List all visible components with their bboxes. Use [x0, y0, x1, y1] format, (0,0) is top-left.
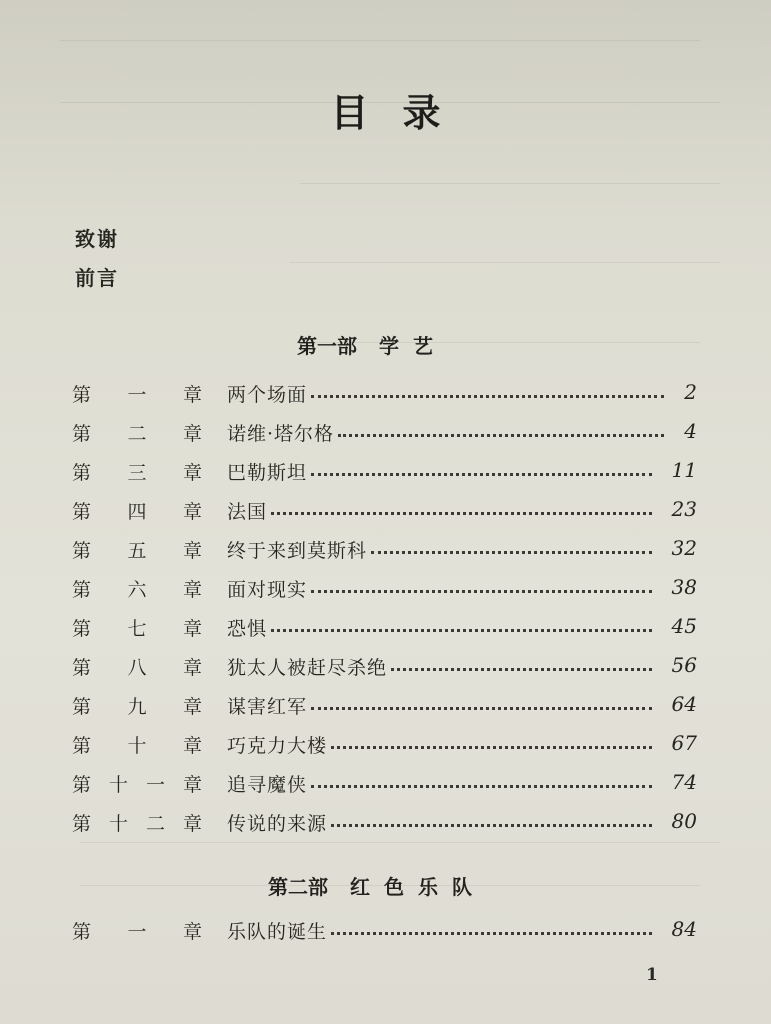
chapter-number-char: 章 — [182, 774, 202, 796]
chapter-number-char: 章 — [182, 384, 202, 406]
dot-leader — [331, 932, 652, 935]
chapter-number-char: 六 — [127, 579, 147, 601]
chapter-page-number: 84 — [671, 917, 697, 941]
chapter-page-number: 56 — [671, 653, 697, 677]
dot-leader — [371, 551, 652, 554]
toc-entry[interactable] — [72, 380, 697, 414]
chapter-number-char: 章 — [182, 462, 202, 484]
dot-leader — [331, 746, 652, 749]
chapter-page-number: 32 — [671, 536, 697, 560]
chapter-number-char: 第 — [72, 657, 92, 679]
page-title: 目录 — [330, 90, 475, 135]
chapter-number-char: 第 — [72, 618, 92, 640]
chapter-number-char: 第 — [72, 501, 92, 523]
chapter-title: 乐队的诞生 — [227, 921, 328, 943]
part-number: 第一部 — [297, 334, 357, 358]
chapter-number-char: 五 — [127, 540, 147, 562]
chapter-title: 面对现实 — [227, 579, 308, 601]
front-matter-item[interactable]: 前言 — [75, 266, 119, 290]
chapter-page-number: 2 — [684, 380, 697, 404]
chapter-number-char: 二 — [145, 813, 165, 835]
chapter-number — [72, 419, 202, 446]
dot-leader — [311, 395, 664, 398]
toc-entry[interactable] — [72, 770, 697, 804]
chapter-number-char: 四 — [127, 501, 147, 523]
part-heading — [297, 330, 447, 359]
chapter-number-char: 十 — [108, 774, 128, 796]
chapter-title: 两个场面 — [227, 384, 308, 406]
part-name: 学艺 — [379, 334, 447, 358]
dot-leader — [331, 824, 652, 827]
dot-leader — [311, 590, 652, 593]
dot-leader — [391, 668, 652, 671]
chapter-number-char: 章 — [182, 618, 202, 640]
chapter-number-char: 一 — [127, 384, 147, 406]
chapter-number-char: 九 — [127, 696, 147, 718]
chapter-number — [72, 917, 202, 944]
dot-leader — [271, 629, 652, 632]
chapter-page-number: 74 — [671, 770, 697, 794]
chapter-page-number: 80 — [671, 809, 697, 833]
toc-entry[interactable] — [72, 731, 697, 765]
chapter-page-number: 64 — [671, 692, 697, 716]
dot-leader — [311, 707, 652, 710]
front-matter-item[interactable]: 致谢 — [75, 227, 119, 251]
chapter-page-number: 4 — [684, 419, 697, 443]
chapter-title: 巧克力大楼 — [227, 735, 328, 757]
chapter-number-char: 章 — [182, 813, 202, 835]
toc-entry[interactable] — [72, 614, 697, 648]
part-name: 红色乐队 — [350, 875, 486, 899]
dot-leader — [338, 434, 664, 437]
toc-entry[interactable] — [72, 419, 697, 453]
chapter-number-char: 十 — [108, 813, 128, 835]
chapter-page-number: 45 — [671, 614, 697, 638]
chapter-number — [72, 770, 202, 797]
toc-entry[interactable] — [72, 458, 697, 492]
chapter-title: 诺维·塔尔格 — [227, 423, 335, 445]
toc-entry[interactable] — [72, 917, 697, 951]
chapter-number — [72, 575, 202, 602]
chapter-title: 追寻魔侠 — [227, 774, 308, 796]
chapter-number — [72, 380, 202, 407]
chapter-number-char: 章 — [182, 501, 202, 523]
chapter-title: 犹太人被赶尽杀绝 — [227, 657, 388, 679]
chapter-number-char: 二 — [127, 423, 147, 445]
chapter-number-char: 七 — [127, 618, 147, 640]
chapter-number-char: 第 — [72, 423, 92, 445]
chapter-number — [72, 458, 202, 485]
chapter-title: 法国 — [227, 501, 268, 523]
chapter-title: 巴勒斯坦 — [227, 462, 308, 484]
chapter-title: 终于来到莫斯科 — [227, 540, 368, 562]
chapter-number-char: 章 — [182, 540, 202, 562]
chapter-number-char: 一 — [127, 921, 147, 943]
toc-entry[interactable] — [72, 653, 697, 687]
chapter-number-char: 第 — [72, 696, 92, 718]
toc-entry[interactable] — [72, 575, 697, 609]
chapter-page-number: 67 — [671, 731, 697, 755]
chapter-number-char: 八 — [127, 657, 147, 679]
chapter-number-char: 章 — [182, 579, 202, 601]
dot-leader — [311, 785, 652, 788]
chapter-title: 恐惧 — [227, 618, 268, 640]
toc-entry[interactable] — [72, 809, 697, 843]
page-number: 1 — [646, 965, 658, 985]
chapter-number — [72, 692, 202, 719]
chapter-number-char: 第 — [72, 735, 92, 757]
dot-leader — [311, 473, 652, 476]
chapter-number-char: 章 — [182, 657, 202, 679]
chapter-number-char: 章 — [182, 735, 202, 757]
chapter-number — [72, 497, 202, 524]
chapter-number-char: 第 — [72, 921, 92, 943]
chapter-number — [72, 809, 202, 836]
toc-entry[interactable] — [72, 692, 697, 726]
chapter-number-char: 第 — [72, 384, 92, 406]
chapter-number — [72, 614, 202, 641]
chapter-title: 谋害红军 — [227, 696, 308, 718]
chapter-number-char: 第 — [72, 540, 92, 562]
chapter-page-number: 11 — [671, 458, 697, 482]
chapter-number-char: 第 — [72, 579, 92, 601]
chapter-number — [72, 731, 202, 758]
chapter-number-char: 第 — [72, 774, 92, 796]
dot-leader — [271, 512, 652, 515]
chapter-page-number: 38 — [671, 575, 697, 599]
part-heading — [268, 871, 486, 900]
chapter-number — [72, 653, 202, 680]
chapter-number-char: 第 — [72, 462, 92, 484]
chapter-number-char: 章 — [182, 921, 202, 943]
chapter-number — [72, 536, 202, 563]
chapter-page-number: 23 — [671, 497, 697, 521]
chapter-number-char: 十 — [127, 735, 147, 757]
toc-entry[interactable] — [72, 497, 697, 531]
chapter-number-char: 章 — [182, 423, 202, 445]
chapter-number-char: 三 — [127, 462, 147, 484]
chapter-title: 传说的来源 — [227, 813, 328, 835]
toc-entry[interactable] — [72, 536, 697, 570]
chapter-number-char: 一 — [145, 774, 165, 796]
chapter-number-char: 章 — [182, 696, 202, 718]
part-number: 第二部 — [268, 875, 328, 899]
chapter-number-char: 第 — [72, 813, 92, 835]
